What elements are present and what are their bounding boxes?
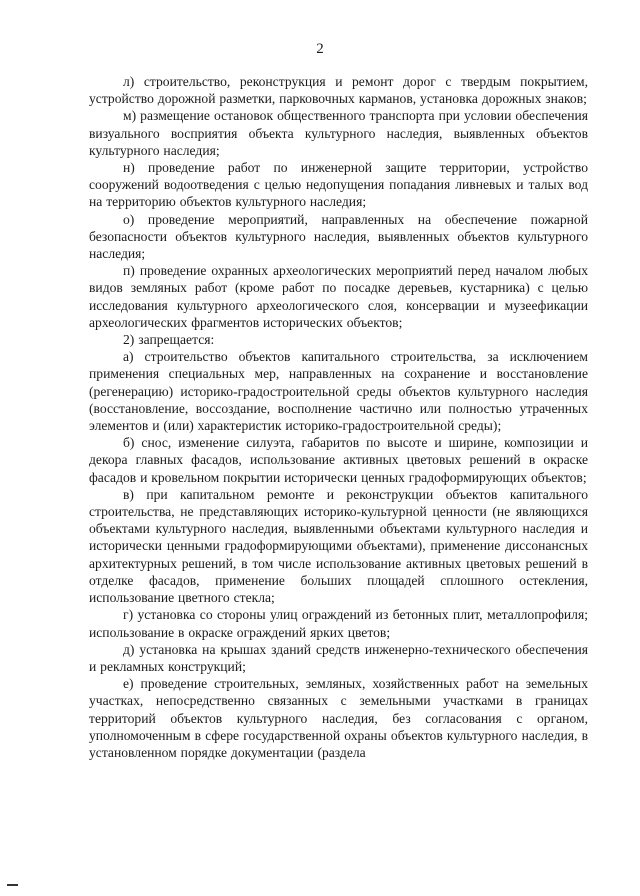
prohibited-clause-g: г) установка со стороны улиц ограждений из бетонных плит, металлопрофиля; использование в окраске ограждений ярких цветов;: [89, 607, 588, 640]
prohibited-clause-b: б) снос, изменение силуэта, габаритов по высоте и ширине, композиции и декора главных фасадов, использование активных цветовых решений в окраске фасадов и кровельном покрытии исторически ценных градоформирующих объектов;: [89, 435, 588, 485]
prohibited-clause-e: е) проведение строительных, земляных, хозяйственных работ на земельных участках, непосредственно связанных с земельными участками в границах территорий объектов культурного наследия, без согласования с органом, уполномоченным в сфере государственной охраны объектов культурного наследия, в установленном порядке документации (раздела: [89, 676, 588, 760]
scan-edge-mark: [7, 884, 18, 886]
clause-p: п) проведение охранных археологических мероприятий перед началом любых видов земляных работ (кроме работ по посадке деревьев, кустарника) с целью исследования культурного археологического слоя, консервации и музеефикации археологических фрагментов исторических объектов;: [89, 263, 588, 330]
clause-n: н) проведение работ по инженерной защите территории, устройство сооружений водоотведения с целью недопущения попадания ливневых и талых вод на территорию объектов культурного наследия;: [89, 160, 588, 210]
prohibited-clause-d: д) установка на крышах зданий средств инженерно-технического обеспечения и рекламных конструкций;: [89, 641, 588, 674]
prohibited-clause-v: в) при капитальном ремонте и реконструкции объектов капитального строительства, не представляющих историко-культурной ценности (не являющихся объектами культурного наследия, выявленными объектами культурного наследия и исторически ценными градоформирующими объектами), применение диссонансных архитектурных решений, в том числе использование активных цветовых решений в отделке фасадов, применение больших площадей сплошного остекления, использование цветного стекла;: [89, 486, 588, 606]
clause-o: о) проведение мероприятий, направленных на обеспечение пожарной безопасности объектов культурного наследия, выявленных объектов культурного наследия;: [89, 211, 588, 262]
page-number: 2: [316, 41, 324, 57]
clause-l: л) строительство, реконструкция и ремонт дорог с твердым покрытием, устройство дорожной разметки, парковочных карманов, установка дорожных знаков;: [89, 74, 588, 107]
clause-m: м) размещение остановок общественного транспорта при условии обеспечения визуального восприятия объекта культурного наследия, выявленных объектов культурного наследия;: [89, 108, 588, 158]
prohibited-clause-a: а) строительство объектов капитального строительства, за исключением применения специальных мер, направленных на сохранение и восстановление (регенерацию) историко-градостроительной среды объектов культурного наследия (восстановление, воссоздание, восполнение частично или полностью утраченных элементов и (или) характеристик историко-градостроительной среды);: [89, 349, 588, 434]
document-body: [89, 73, 588, 761]
section-prohibited-heading: 2) запрещается:: [123, 332, 215, 348]
